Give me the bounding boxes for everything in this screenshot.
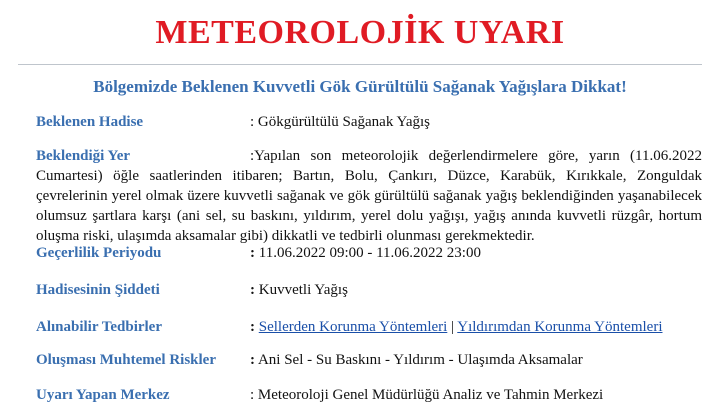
flood-protection-link[interactable]: Sellerden Korunma Yöntemleri bbox=[258, 319, 448, 335]
value-periyod: 11.06.2022 09:00 - 11.06.2022 23:00 bbox=[258, 245, 481, 261]
page-title: METEOROLOJİK UYARI bbox=[155, 14, 565, 51]
value-periyod-row bbox=[250, 245, 481, 262]
value-riskler: Ani Sel - Su Baskını - Yıldırım - Ulaşımda Aksamalar bbox=[257, 352, 583, 368]
divider bbox=[18, 64, 702, 65]
value-siddet: Kuvvetli Yağış bbox=[258, 282, 348, 298]
value-siddet-row bbox=[250, 282, 348, 299]
value-tedbirler-row bbox=[250, 319, 663, 336]
lightning-protection-link[interactable]: Yıldırımdan Korunma Yöntemleri bbox=[457, 319, 663, 335]
value-yer: :Yapılan son meteorolojik değerlendirmelere göre, yarın (11.06.2022 Cumartesi) öğle saatlerinden itibaren; Bartın, Bolu, Çankırı, Düzce, Karabük, Kırıkkale, Zonguldak çevrelerinin yerel olmak üzere kuvvetli sağanak ve gök gürültülü sağanak yağış beklendiğinden yaşanabilecek olumsuz şartlara karşı (ani sel, su baskını, yıldırım, yerel dolu yağışı, yağış anında kuvvetli rüzgâr, hortum oluşma riski, ulaşımda aksamalar gibi) dikkatli ve tedbirli olunması gerekmektedir. bbox=[36, 148, 702, 244]
value-hadise: : Gökgürültülü Sağanak Yağış bbox=[250, 114, 430, 130]
colon: : bbox=[250, 245, 255, 261]
label-siddet: Hadisesinin Şiddeti bbox=[36, 282, 160, 298]
location-paragraph bbox=[36, 146, 702, 246]
colon: : bbox=[250, 319, 255, 335]
label-yer: Beklendiği Yer bbox=[36, 148, 131, 164]
value-merkez: : Meteoroloji Genel Müdürlüğü Analiz ve Tahmin Merkezi bbox=[250, 387, 604, 403]
colon: : bbox=[250, 282, 255, 298]
label-merkez: Uyarı Yapan Merkez bbox=[36, 387, 170, 403]
warning-subtitle: Bölgemizde Beklenen Kuvvetli Gök Gürültülü Sağanak Yağışlara Dikkat! bbox=[93, 77, 627, 96]
link-separator: | bbox=[447, 319, 458, 335]
label-riskler: Oluşması Muhtemel Riskler bbox=[36, 352, 216, 368]
colon: : bbox=[250, 352, 255, 368]
value-riskler-row bbox=[250, 352, 583, 369]
label-tedbirler: Alınabilir Tedbirler bbox=[36, 319, 162, 335]
label-hadise: Beklenen Hadise bbox=[36, 114, 144, 130]
label-periyod: Geçerlilik Periyodu bbox=[36, 245, 162, 261]
